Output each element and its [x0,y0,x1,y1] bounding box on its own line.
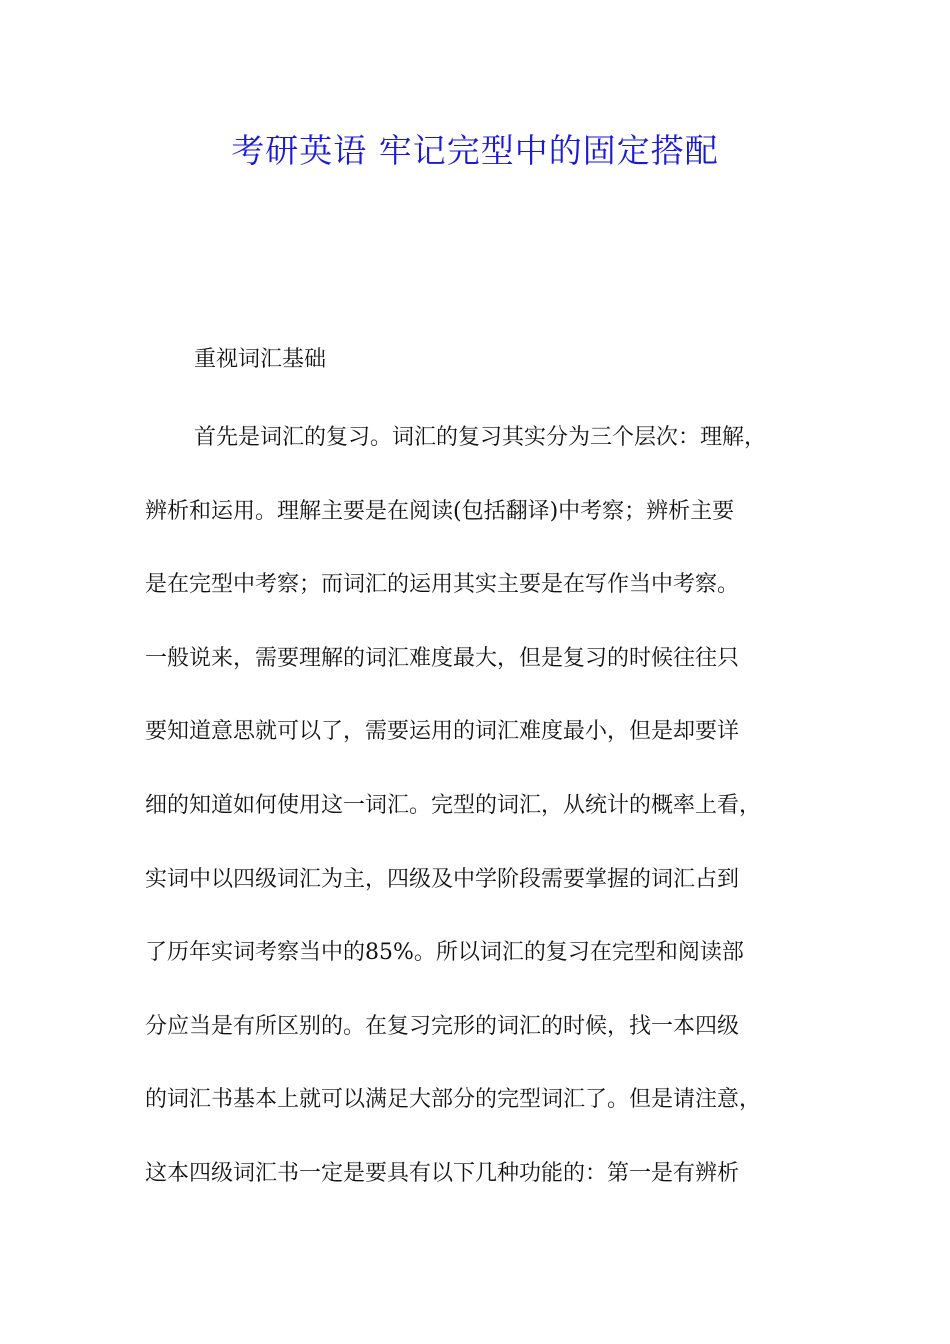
paragraph-line: 一般说来，需要理解的词汇难度最大，但是复习的时候往往只 [145,645,740,671]
section-heading: 重视词汇基础 [194,347,327,372]
paragraph-line: 分应当是有所区别的。在复习完形的词汇的时候，找一本四级 [145,1013,740,1039]
paragraph-line: 是在完型中考察；而词汇的运用其实主要是在写作当中考察。 [145,572,740,598]
paragraph-line: 要知道意思就可以了，需要运用的词汇难度最小，但是却要详 [145,719,740,745]
paragraph-line: 细的知道如何使用这一词汇。完型的词汇，从统计的概率上看， [145,792,762,818]
paragraph-line: 了历年实词考察当中的85%。所以词汇的复习在完型和阅读部 [145,940,744,966]
paragraph-line: 实词中以四级词汇为主，四级及中学阶段需要掌握的词汇占到 [145,866,740,892]
paragraph-line: 这本四级词汇书一定是要具有以下几种功能的：第一是有辨析 [145,1160,740,1186]
paragraph-line: 首先是词汇的复习。词汇的复习其实分为三个层次：理解， [194,425,767,450]
document-title: 考研英语 牢记完型中的固定搭配 [231,131,719,170]
paragraph-line: 的词汇书基本上就可以满足大部分的完型词汇了。但是请注意， [145,1087,762,1113]
paragraph [145,420,825,1230]
paragraph-line: 辨析和运用。理解主要是在阅读(包括翻译)中考察；辨析主要 [145,498,735,524]
